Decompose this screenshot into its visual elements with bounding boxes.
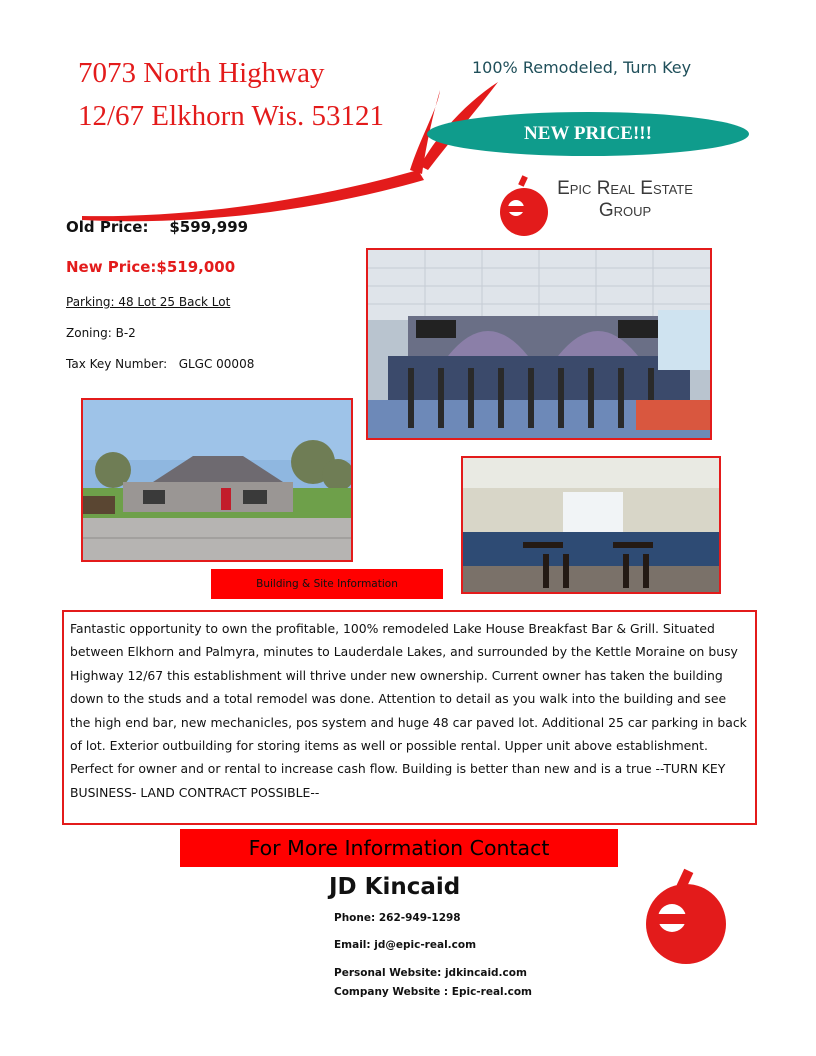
new-price-badge xyxy=(427,112,749,156)
epic-logo-large-icon xyxy=(636,864,730,968)
building-exterior-photo xyxy=(81,398,353,562)
address-line-1: 7073 North Highway xyxy=(78,57,325,89)
address-line-2: 12/67 Elkhorn Wis. 53121 xyxy=(78,100,385,132)
agent-personal-website: Personal Website: jdkincaid.com xyxy=(334,967,527,979)
new-price-badge-text: NEW PRICE!!! xyxy=(524,123,652,144)
company-website: Company Website : Epic-real.com xyxy=(334,986,533,998)
contact-heading: For More Information Contact xyxy=(248,836,550,860)
new-price xyxy=(66,258,235,276)
bar-interior-photo xyxy=(366,248,712,440)
building-site-info-caption xyxy=(211,569,443,599)
epic-logo-icon xyxy=(498,172,550,238)
tax-key-label: Tax Key Number: xyxy=(66,357,168,371)
property-description: Fantastic opportunity to own the profitable, 100% remodeled Lake House Breakfast Bar & Grill. Situated between Elkhorn and Palmyra, minutes to Lauderdale Lakes, and surrounded by the Kettle Moraine on busy Highway 12/67 this establishment will thrive under new ownership. Current owner has taken the building down to the studs and a total remodel was done. Attention to detail as you walk into the building and see the high end bar, new mechanicles, pos system and huge 48 car paved lot. Additional 25 car parking in back of lot. Exterior outbuilding for storing items as well or possible rental. Upper unit above establishment. Perfect for owner and or rental to increase cash flow. Building is better than new and is a true --TURN KEY BUSINESS- LAND CONTRACT POSSIBLE-- xyxy=(62,610,757,825)
tagline: 100% Remodeled, Turn Key xyxy=(472,58,692,77)
tax-key-info xyxy=(66,357,254,371)
zoning-info: Zoning: B-2 xyxy=(66,326,136,340)
agent-name: JD Kincaid xyxy=(329,874,461,900)
old-price-value: $599,999 xyxy=(169,218,249,236)
dining-room-photo xyxy=(461,456,721,594)
logo-line-1: Epic Real Estate xyxy=(557,178,693,199)
caption-text: Building & Site Information xyxy=(256,578,398,590)
new-price-label: New Price: xyxy=(66,258,157,276)
logo-line-2: Group xyxy=(598,200,652,221)
agent-email: Email: jd@epic-real.com xyxy=(334,939,477,951)
old-price-label: Old Price: xyxy=(66,218,149,236)
contact-banner xyxy=(180,829,618,867)
new-price-value: $519,000 xyxy=(156,258,236,276)
old-price xyxy=(66,218,248,236)
agent-phone: Phone: 262-949-1298 xyxy=(334,912,461,924)
tax-key-value: GLGC 00008 xyxy=(178,357,255,371)
parking-info: Parking: 48 Lot 25 Back Lot xyxy=(66,295,231,309)
logo-wordmark xyxy=(550,178,700,222)
